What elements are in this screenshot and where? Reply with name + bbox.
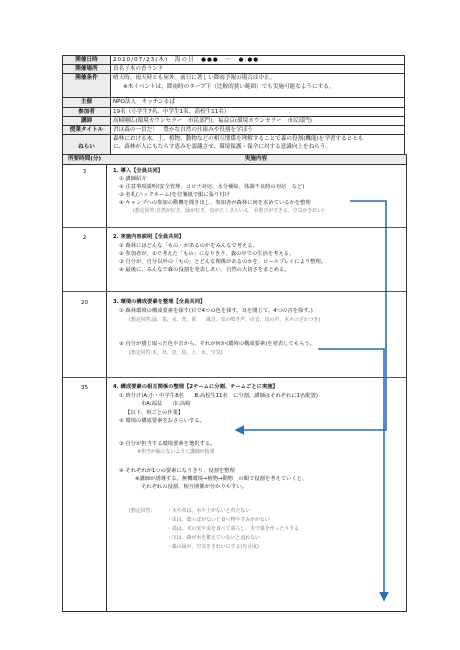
section4-answer3: ・鳥は、木の実や虫を食べて暮らし、木で巣を作ったりする <box>167 526 300 532</box>
conditions-line1: 晴天時、雨天時とも屋外。前日に著しい降雨予報の場合は中止。 <box>113 75 276 82</box>
section-divider <box>63 227 406 228</box>
label-organizer: 主催 <box>63 98 111 107</box>
section4-line4: ④ それぞれが1つの要素になりきり、役割を整理 <box>119 468 235 474</box>
label-participants: 参加者 <box>63 107 111 116</box>
section4-answer2: ・虫は、葉っぱがないと食べ物やすみかがない <box>167 517 270 523</box>
section3-note2: (想定回答:木、草、虫、鳥、土、水、空気) <box>129 350 223 356</box>
value-conditions <box>111 74 405 98</box>
column-divider <box>106 164 107 611</box>
section4-note: ※担当が偏らないように講師が指導 <box>137 449 215 455</box>
section1-line3: ③ 名札(ニックネーム)を付箋紙で服に張り付け <box>119 192 230 198</box>
label-venue: 開催場所 <box>63 65 111 74</box>
section4-answer-title: (想定回答: <box>129 508 153 514</box>
section2-line2: ② 参加者が、①で考えた「もの」になりきり、森の中での生活を考える。 <box>119 251 295 257</box>
section1-note: (想定回答:自然が好き、緑が好き、虫がたくさんいる、水遊びができる、空気がきれい) <box>133 208 324 214</box>
row-organizer <box>63 98 405 107</box>
label-date: 開催日時 <box>63 56 111 65</box>
section-divider <box>63 377 406 378</box>
row-participants <box>63 107 405 116</box>
section4-answer1: ・木や草は、水や土がないと育たない <box>167 508 251 514</box>
aim-line1: 森林における木、土、植物、動物などの相互関係を理解することで森の役割(機能)を学習するととも <box>113 136 364 143</box>
aim-line2: に、森林が人にもたらす恵みを認識させ、環境保護・保全に対する意識向上をねらう。 <box>113 144 331 151</box>
section1-time: 3 <box>82 169 87 175</box>
row-date <box>63 56 405 65</box>
section4-note3-line2: それぞれの役割、相互関係が分かりやすい。 <box>141 484 247 490</box>
value-organizer: NPO法人 キッチンるぱ <box>111 98 405 107</box>
row-venue <box>63 65 405 74</box>
section3-note1: (想定回答:緑、茶、水、青、黄 風音、虫の鳴き声、川音、鳥の声、木々のざわつき) <box>129 317 321 323</box>
section4-group-work: 【以下、班ごとの作業】 <box>125 410 184 416</box>
event-info-table <box>62 55 405 159</box>
col-header-time: 所要時間(分) <box>63 155 107 165</box>
section4-line3: ③ 自分が担当する環境要素を選択する。 <box>119 441 216 447</box>
section3-line1: ① 森林環境の構成要素を探す(目で4つの色を探す。耳を閉じて、4つの音を探す。) <box>119 308 313 314</box>
row-title <box>63 126 405 135</box>
value-lesson-title: 君は森の一員だ！ 豊かな自然の仕組みや役割を学ぼう <box>111 126 405 135</box>
section1-line1: ① 講師紹介 <box>119 176 147 182</box>
section1-line4: ④ キャンプへの参加の動機を聞き出し、参加者が森林に何を求めているかを整理 <box>119 200 311 206</box>
section4-time: 35 <box>80 385 89 391</box>
row-conditions <box>63 74 405 98</box>
section3-time: 20 <box>80 300 89 306</box>
row-instructors <box>63 116 405 125</box>
col-header-content: 実施内容 <box>106 155 406 165</box>
section3-title: 3. 環境の構成要素を整理【全員共同】 <box>113 299 206 305</box>
section-divider <box>63 291 406 292</box>
section4-line2: ② 環境の構成要素をおさらいする。 <box>119 418 205 424</box>
section2-title: 2. 実施内容説明【全員共同】 <box>113 234 185 240</box>
section1-title: 1. 導入【全員共同】 <box>113 168 163 174</box>
label-lesson-title: 授業タイトル <box>63 126 111 135</box>
section4-answer4: ・川は、森が水を蓄えていないと流れない <box>167 535 260 541</box>
value-date: 2020/07/23(木) 海の日 ●●● ～ ●:●● <box>111 56 405 65</box>
activity-plan-table <box>62 154 407 612</box>
label-instructors: 講師 <box>63 116 111 125</box>
section3-line2: ② 自分が感じ取った色や音から、それが何か(環境の構成要素)を発表してもらう。 <box>119 341 315 347</box>
value-venue: 真名子木の香ランド <box>111 65 405 74</box>
section4-note3-line1: ※講師が誘導する。無機環境→植物→動物 の順で役割を考えていくと、 <box>135 476 308 482</box>
section2-line1: ① 森林にはどんな「もの」があるのかをみんなで考える。 <box>119 243 258 249</box>
label-aim: ねらい <box>63 135 111 159</box>
section4-teams: 市A:福益 市:高崎 <box>141 401 191 407</box>
section4-title: 4. 構成要素の相互関係の整理【2チームに分割、チームごとに実施】 <box>113 384 278 390</box>
section4-answer5: ・森の緑が、空気をきれいにする(光合成) <box>167 544 259 550</box>
section2-line4: ④ 最後に、みんなで森の役割を発表しあい、自然の大切さをまとめる。 <box>119 267 290 273</box>
section1-line2: ② 注意事項説明(安全管理、コロナ対応、水分補給、体調不良時の対応 など) <box>119 184 305 190</box>
value-participants: 19名（小学生7名、中学生1名、高校生11名） <box>111 107 405 116</box>
section4-line1: ① 班分け(A:小・中学生8名 B:高校生11名 に分割。講師はそれぞれに1名配置) <box>119 393 318 399</box>
label-conditions: 開催条件 <box>63 74 111 98</box>
value-instructors: 高崎剛広(環境カウンセラー 市民部門)、福益京(環境カウンセラー 市民部門) <box>111 116 405 125</box>
conditions-line2: ※本イベントは、降雨時のタープ下（比較的狭い範囲）でも実施可能なようにする。 <box>123 83 335 90</box>
section2-time: 2 <box>82 235 87 241</box>
section2-line3: ③ 自分が、自分以外の「もの」とどんな関係があるのかを、ロールプレイにより整理。 <box>119 259 327 265</box>
